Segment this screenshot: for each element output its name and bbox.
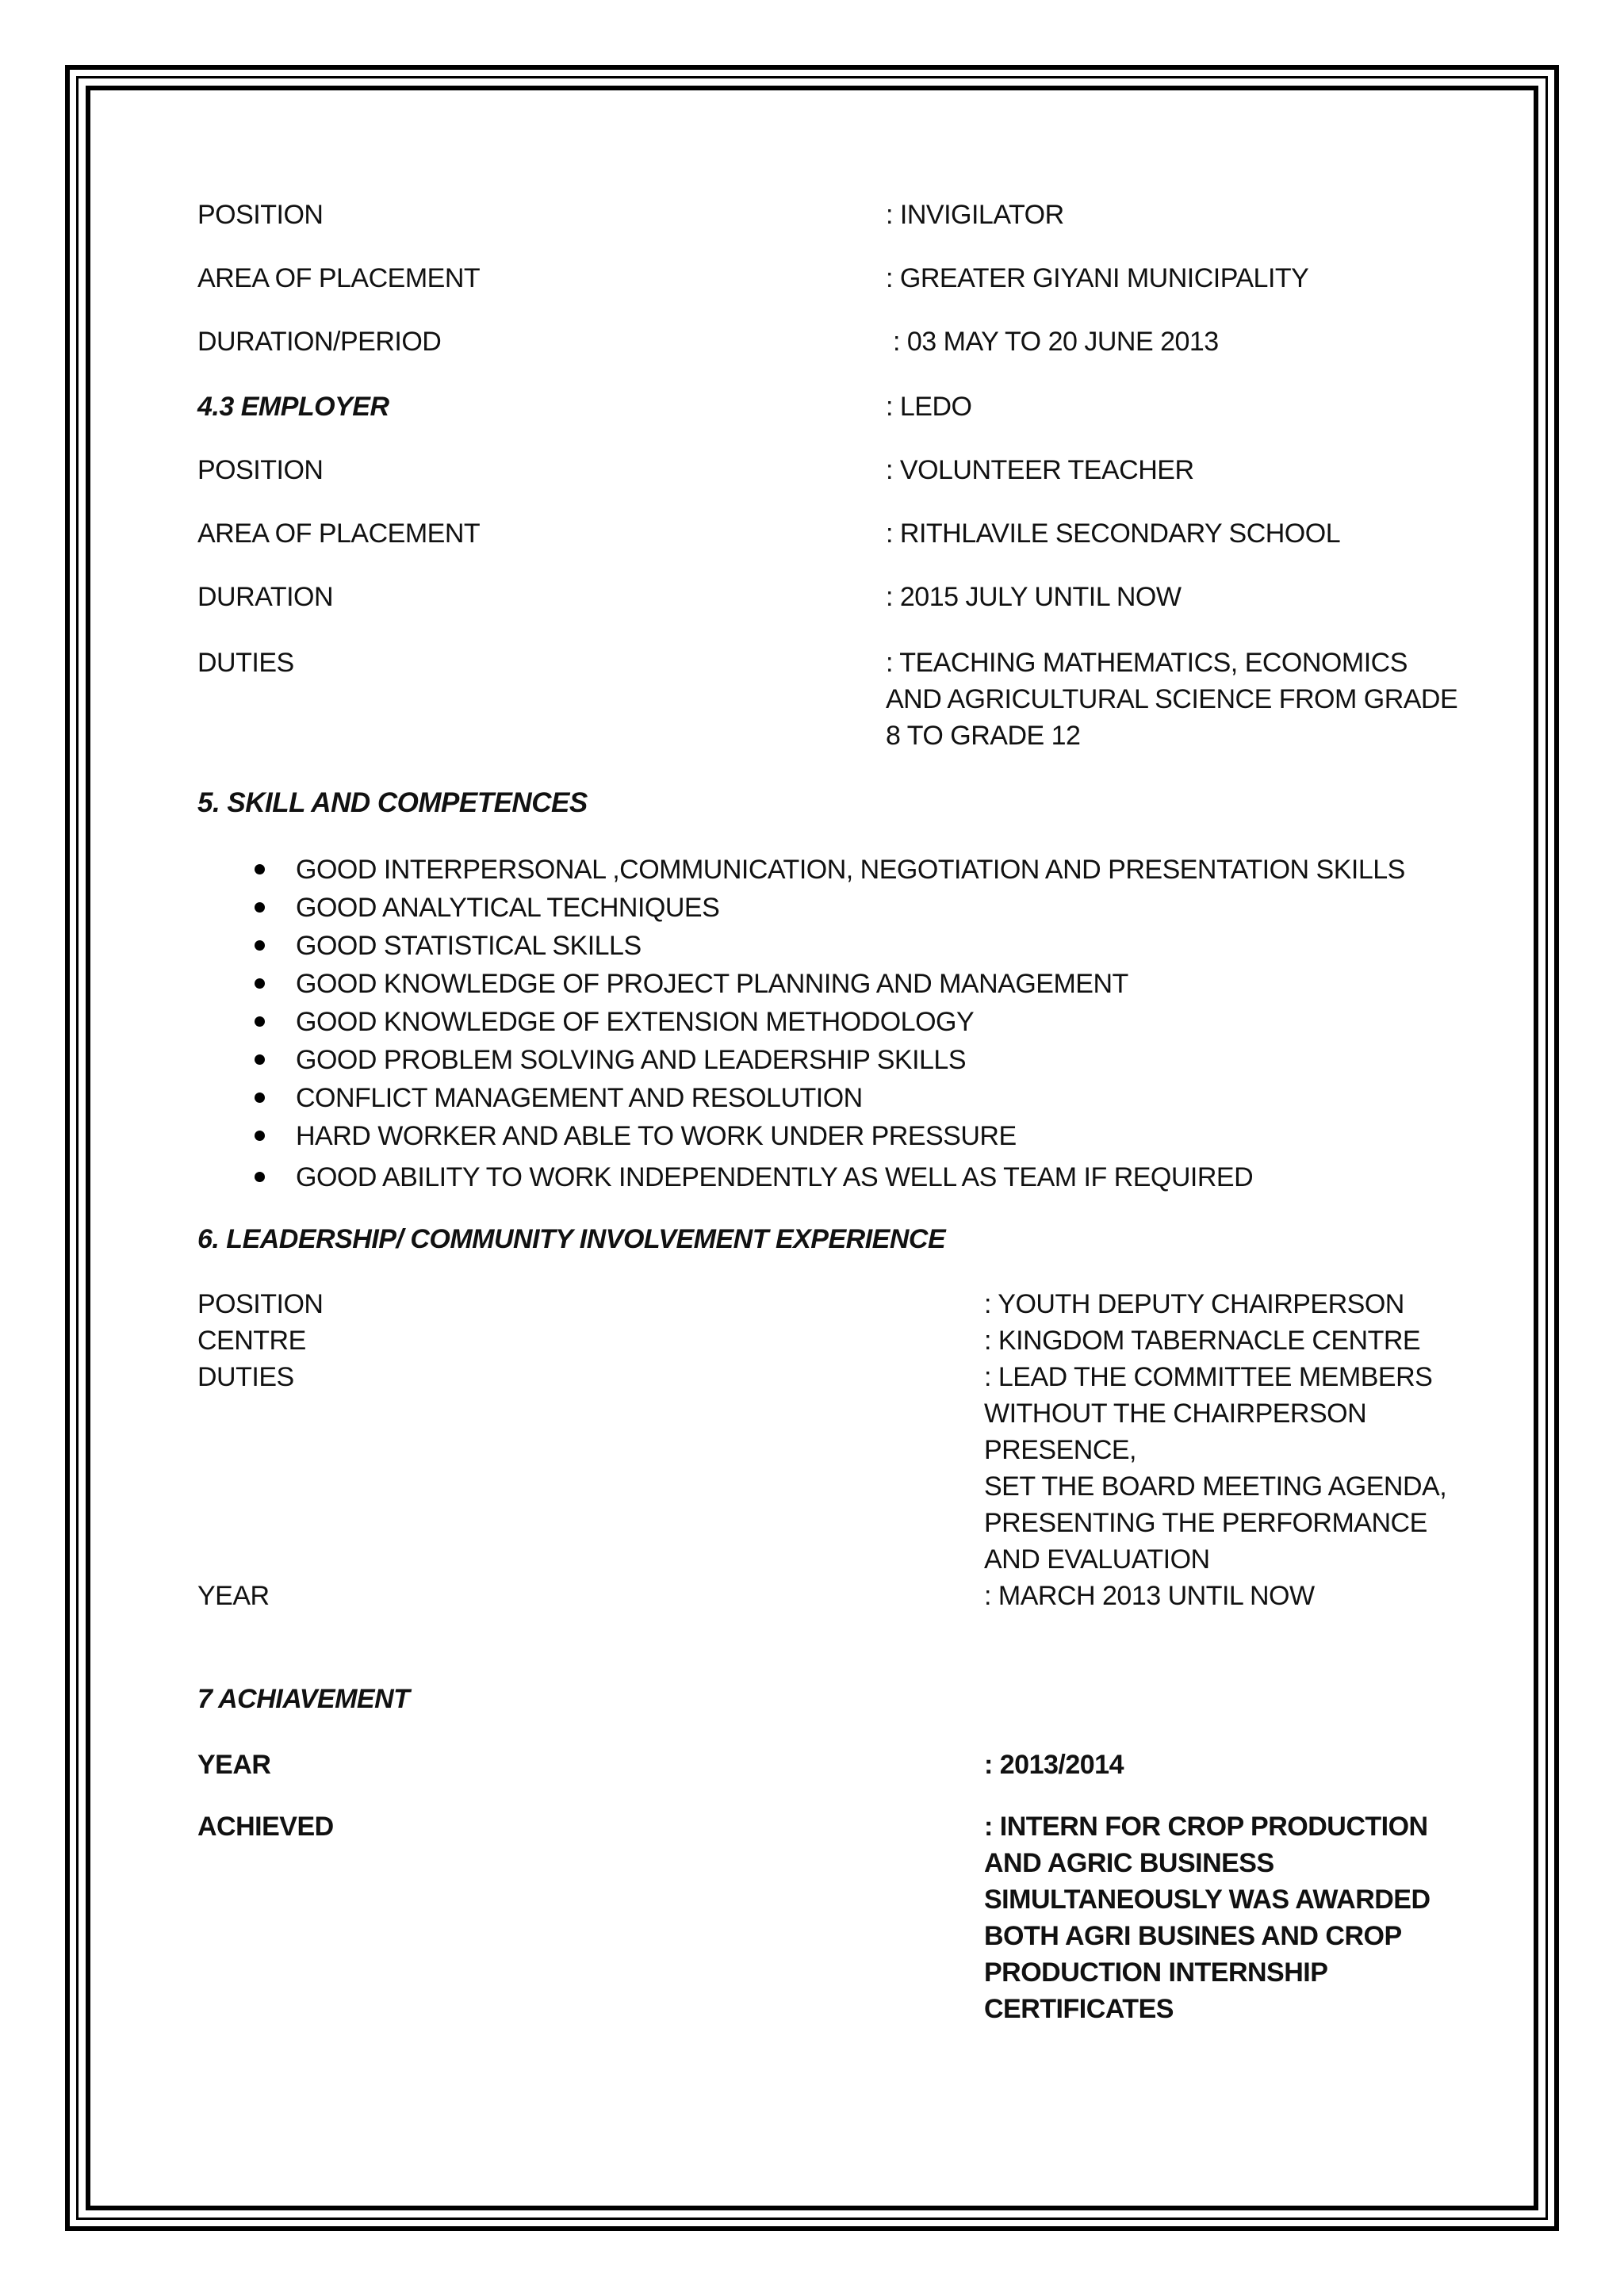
list-item: CONFLICT MANAGEMENT AND RESOLUTION: [197, 1079, 1405, 1117]
leadership-centre-label: CENTRE: [197, 1326, 306, 1356]
employer-duration-label: DURATION: [197, 582, 334, 612]
bullet-icon: [255, 978, 265, 989]
list-item: GOOD ANALYTICAL TECHNIQUES: [197, 889, 1405, 927]
duration-value: : 03 MAY TO 20 JUNE 2013: [893, 327, 1219, 357]
employer-heading: 4.3 EMPLOYER: [197, 392, 389, 422]
placement-label: AREA OF PLACEMENT: [197, 263, 481, 293]
achievement-year-label: YEAR: [197, 1750, 271, 1780]
achievement-heading: 7 ACHIAVEMENT: [197, 1684, 410, 1714]
employer-placement-value: : RITHLAVILE SECONDARY SCHOOL: [886, 519, 1341, 549]
achievement-achieved-label: ACHIEVED: [197, 1812, 334, 1842]
bullet-icon: [255, 1093, 265, 1103]
list-item: HARD WORKER AND ABLE TO WORK UNDER PRESSURE: [197, 1117, 1405, 1155]
list-item: GOOD PROBLEM SOLVING AND LEADERSHIP SKILLS: [197, 1041, 1405, 1079]
bullet-icon: [255, 1054, 265, 1065]
bullet-icon: [255, 1172, 265, 1182]
leadership-position-label: POSITION: [197, 1289, 324, 1319]
leadership-year-label: YEAR: [197, 1581, 270, 1611]
achievement-year-value: : 2013/2014: [984, 1750, 1124, 1780]
employer-position-label: POSITION: [197, 455, 324, 485]
bullet-icon: [255, 864, 265, 874]
skills-list: [197, 851, 1405, 1196]
placement-value: : GREATER GIYANI MUNICIPALITY: [886, 263, 1309, 293]
position-label: POSITION: [197, 200, 324, 230]
employer-placement-label: AREA OF PLACEMENT: [197, 519, 481, 549]
achievement-achieved-value: : INTERN FOR CROP PRODUCTION AND AGRIC BUSINESS SIMULTANEOUSLY WAS AWARDED BOTH AGRI BUSINES AND CROP PRODUCTION INTERNSHIP CERTIFICATES: [984, 1812, 1431, 2024]
duration-label: DURATION/PERIOD: [197, 327, 442, 357]
bullet-icon: [255, 1131, 265, 1141]
leadership-heading: 6. LEADERSHIP/ COMMUNITY INVOLVEMENT EXPERIENCE: [197, 1224, 946, 1254]
leadership-year-value: : MARCH 2013 UNTIL NOW: [984, 1581, 1315, 1611]
list-item: GOOD KNOWLEDGE OF EXTENSION METHODOLOGY: [197, 1003, 1405, 1041]
employer-duration-value: : 2015 JULY UNTIL NOW: [886, 582, 1182, 612]
leadership-duties-value: : LEAD THE COMMITTEE MEMBERS WITHOUT THE CHAIRPERSON PRESENCE, SET THE BOARD MEETING AGENDA, PRESENTING THE PERFORMANCE AND EVALUATION: [984, 1362, 1447, 1575]
list-item: GOOD INTERPERSONAL ,COMMUNICATION, NEGOTIATION AND PRESENTATION SKILLS: [197, 851, 1405, 889]
employer-position-value: : VOLUNTEER TEACHER: [886, 455, 1194, 485]
list-item: GOOD STATISTICAL SKILLS: [197, 927, 1405, 965]
position-value: : INVIGILATOR: [886, 200, 1064, 230]
skills-heading: 5. SKILL AND COMPETENCES: [197, 787, 588, 818]
list-item: GOOD KNOWLEDGE OF PROJECT PLANNING AND MANAGEMENT: [197, 965, 1405, 1003]
employer-value: : LEDO: [886, 392, 972, 422]
list-item: GOOD ABILITY TO WORK INDEPENDENTLY AS WELL AS TEAM IF REQUIRED: [197, 1158, 1405, 1196]
leadership-centre-value: : KINGDOM TABERNACLE CENTRE: [984, 1326, 1421, 1356]
bullet-icon: [255, 940, 265, 951]
leadership-duties-label: DUTIES: [197, 1362, 294, 1392]
employer-duties-label: DUTIES: [197, 648, 294, 678]
leadership-position-value: : YOUTH DEPUTY CHAIRPERSON: [984, 1289, 1404, 1319]
employer-duties-value: : TEACHING MATHEMATICS, ECONOMICS AND AGRICULTURAL SCIENCE FROM GRADE 8 TO GRADE 12: [886, 648, 1458, 751]
bullet-icon: [255, 902, 265, 913]
bullet-icon: [255, 1016, 265, 1027]
